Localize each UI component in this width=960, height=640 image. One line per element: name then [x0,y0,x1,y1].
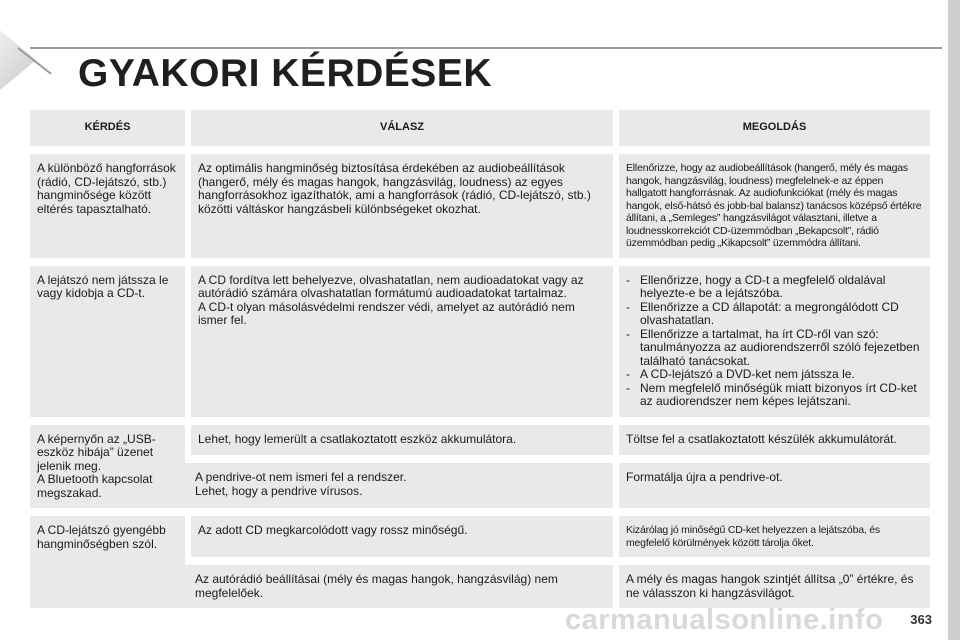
question-line: A képernyőn az „USB-eszköz hibája” üzenet jelenik meg. [37,431,156,473]
solution-text: Formatálja újra a pendrive-ot. [626,470,783,485]
solution-list-item: - Ellenőrizze a tartalmat, ha írt CD-ről van szó: tanulmányozza az audiorendszerről szóló fejezetben található tanácsokat. [626,328,924,369]
answer-cell [188,150,616,262]
question-text: A lejátszó nem játssza le vagy kidobja a CD-t. [37,272,169,300]
solution-text: Töltse fel a csatlakoztatott készülék akkumulátorát. [626,431,897,446]
solution-cell [616,512,930,561]
solution-cell [616,262,930,421]
question-text: A különböző hangforrások (rádió, CD-lejátszó, stb.) hangminősége között eltérés tapasztalható. [37,161,176,216]
solution-cell [616,459,930,512]
solution-list-item: - A CD-lejátszó a DVD-ket nem játssza le. [626,368,924,382]
right-edge-strip [948,0,960,640]
question-text: A CD-lejátszó gyengébb hangminőségben szól. [37,523,166,551]
answer-text: Az autórádió beállításai (mély és magas hangok, hangzásvilág) nem megfelelőek. [195,572,558,600]
answer-line: Lehet, hogy a pendrive vírusos. [195,483,363,498]
table-row [30,150,930,262]
solution-cell [616,150,930,262]
table-row [30,512,930,561]
question-cell [30,262,188,421]
solution-text: Kizárólag jó minőségű CD-ket helyezzen a lejátszóba, és megfelelő körülmények között tárolja őket. [626,524,880,549]
answer-cell [188,512,616,561]
header-question: KÉRDÉS [30,110,188,150]
answer-text: Az adott CD megkarcolódott vagy rossz minőségű. [198,523,468,537]
answer-line: A pendrive-ot nem ismeri fel a rendszer. [195,470,407,485]
corner-tab-decoration [0,30,36,90]
table-header-row [30,110,930,150]
watermark: carmanualsonline.info [565,604,884,636]
header-solution: MEGOLDÁS [616,110,930,150]
answer-line: A CD-t olyan másolásvédelmi rendszer védi, amelyet az autórádió nem ismer fel. [198,299,575,327]
question-cell [30,421,188,513]
solution-list [626,274,924,409]
answer-cell [188,459,616,512]
header-answer: VÁLASZ [188,110,616,150]
answer-cell [188,421,616,460]
question-line: A Bluetooth kapcsolat megszakad. [37,472,153,500]
page-title: GYAKORI KÉRDÉSEK [78,52,492,95]
answer-cell [188,262,616,421]
answer-line: A CD fordítva lett behelyezve, olvashatatlan, nem audioadatokat vagy az autórádió számára olvashatatlan formátumú audioadatokat tartalmaz. [198,272,584,300]
faq-table [30,110,930,616]
page-number: 363 [910,612,932,627]
question-cell [30,512,188,612]
answer-cell [188,561,616,612]
solution-cell [616,421,930,460]
solution-text: A mély és magas hangok szintjét állítsa „0” értékre, és ne válasszon ki hangzásvilágot. [626,572,914,600]
table-row [30,262,930,421]
solution-text: Ellenőrizze, hogy az audiobeállítások (hangerő, mély és magas hangok, hangzásvilág, loudness) megfelelnek-e az éppen hallgatott hangforrásnak. Az audiofunkciókat (mély és magas hangok, első-hátsó és jobb-bal balansz) tanácsos középső értékre állítani, a „Semleges” hangzásvilágot választani, illetve a loudnesskorrekciót CD-üzemmódban „Bekapcsolt”, rádió üzemmódban pedig „Kikapcsolt” üzemmódra állítani. [626,162,922,249]
answer-text: Lehet, hogy lemerült a csatlakoztatott eszköz akkumulátora. [198,431,517,446]
answer-text: Az optimális hangminőség biztosítása érdekében az audiobeállítások (hangerő, mély és magas hangok, hangzásvilág, loudness) az egyes hangforrásokhoz igazíthatók, ami a hangforrások (rádió, CD-lejátszó, stb.) közötti váltáskor hangzásbeli különbségeket okozhat. [198,161,591,216]
header-line [30,47,942,49]
solution-list-item: - Nem megfelelő minőségük miatt bizonyos írt CD-ket az audiorendszer nem képes lejátszani. [626,382,924,409]
question-cell [30,150,188,262]
solution-list-item: - Ellenőrizze a CD állapotát: a megrongálódott CD olvashatatlan. [626,301,924,328]
solution-list-item: - Ellenőrizze, hogy a CD-t a megfelelő oldalával helyezte-e be a lejátszóba. [626,274,924,301]
table-row [30,421,930,460]
